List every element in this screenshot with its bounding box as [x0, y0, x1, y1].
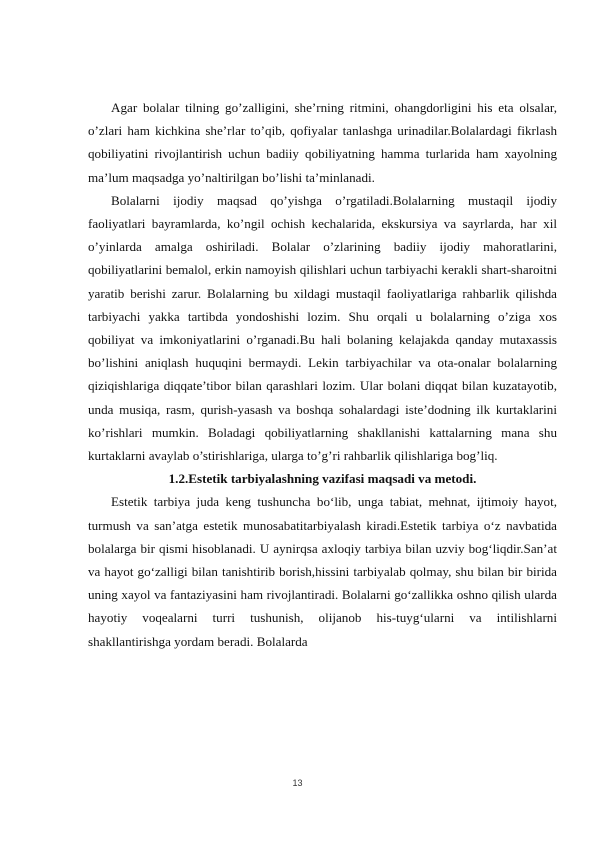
paragraph-3: Estetik tarbiya juda keng tushuncha bo‘lib, unga tabiat, mehnat, ijtimoiy hayot, turmush va san’atga estetik munosabatitarbiyalash kiradi.Estetik tarbiya o‘z navbatida bolalarga bir qismi hisoblanadi. U aynirqsa axloqiy tarbiya bilan uzviy bog‘liqdir.San’at va hayot go‘zalligi bilan tanishtirib borish,hissini tarbiyalab qolmay, shu bilan bir birida uning xayol va fantaziyasini ham rivojlantiradi. Bolalarni go‘zallikka oshno qilish ularda hayotiy voqealarni turri tushunish, olijanob his-tuyg‘ularni va intilishlarni shakllantirishga yordam beradi. Bolalarda	[88, 494, 557, 649]
document-page	[88, 96, 557, 653]
paragraph-2: Bolalarni ijodiy maqsad qo’yishga o’rgatiladi.Bolalarning mustaqil ijodiy faoliyatlari bayramlarda, ko’ngil ochish kechalarida, ekskursiya va sayrlarda, har xil o’yinlarda amalga oshiriladi. Bolalar o’zlarining badiiy ijodiy mahoratlarini, qobiliyatlarini bemalol, erkin namoyish qilishlari uchun tarbiyachi kerakli shart-sharoitni yaratib berishi zarur. Bolalarning bu xildagi mustaqil faoliyatlariga rahbarlik qilishda tarbiyachi yakka tartibda yondoshishi lozim. Shu orqali u bolalarning o’ziga xos qobiliyat va imkoniyatlarini o’rganadi.Bu hali bolaning kelajakda qanday mutaxassis bo’lishini aniqlash huquqini bermaydi. Lekin tarbiyachilar va ota-onalar bolalarning qiziqishlariga diqqate’tibor bilan qarashlari lozim. Ular bolani diqqat bilan kuzatayotib, unda musiqa, rasm, qurish-yasash va boshqa sohalardagi iste’dodning ilk kurtaklarini ko’rishlari mumkin. Boladagi qobiliyatlarning shakllanishi kattalarning mana shu kurtaklarni avaylab o’stirishlariga, ularga to’g’ri rahbarlik qilishlariga bog’liq.	[88, 192, 557, 464]
paragraph-1: Agar bolalar tilning go’zalligini, she’rning ritmini, ohangdorligini his eta olsalar, o’zlari ham kichkina she’rlar to’qib, qofiyalar tanlashga urinadilar.Bolalardagi fikrlash qobiliyatini rivojlantirish uchun badiiy qobiliyatning hamma turlarida ham xayolning ma’lum maqsadga yo’naltirilgan bo’lishi ta’minlanadi.	[88, 100, 557, 185]
page-number: 13	[292, 778, 303, 788]
section-heading: 1.2.Estetik tarbiyalashning vazifasi maqsadi va metodi.	[168, 471, 477, 487]
